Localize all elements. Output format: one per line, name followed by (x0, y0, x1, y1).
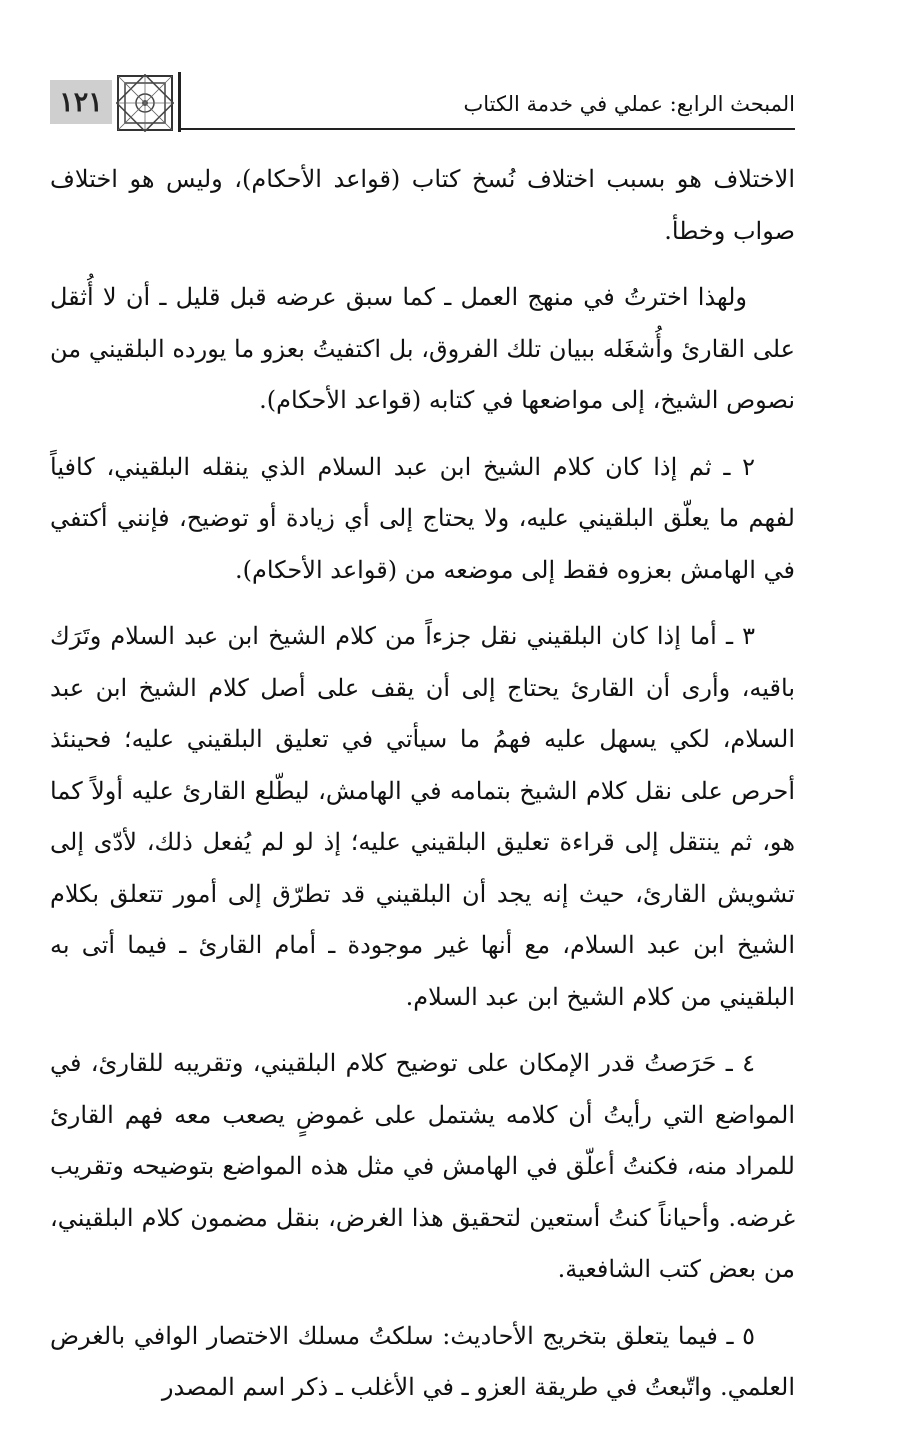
paragraph-continuation: الاختلاف هو بسبب اختلاف نُسخ كتاب (قواعد الأحكام)، وليس هو اختلاف صواب وخطأ. (50, 165, 795, 245)
paragraph: ولهذا اخترتُ في منهج العمل ـ كما سبق عرضه قبل قليل ـ أن لا أُثقل على القارئ وأُشغَله ببيان تلك الفروق، بل اكتفيتُ بعزو ما يورده البلقيني من نصوص الشيخ، إلى مواضعها في كتابه (قواعد الأحكام). (50, 283, 795, 414)
page-number: ١٢١ (50, 80, 112, 124)
geometric-star-ornament-icon (116, 74, 174, 132)
body-text (50, 154, 795, 1429)
chapter-title: المبحث الرابع: عملي في خدمة الكتاب (463, 92, 795, 116)
header-rule (181, 128, 795, 130)
numbered-item-5: ٥ ـ فيما يتعلق بتخريج الأحاديث: سلكتُ مسلك الاختصار الوافي بالغرض العلمي. واتّبعتُ في طريقة العزو ـ في الأغلب ـ ذكر اسم المصدر (50, 1321, 795, 1401)
numbered-item-2: ٢ ـ ثم إذا كان كلام الشيخ ابن عبد السلام الذي ينقله البلقيني، كافياً لفهم ما يعلّق البلقيني عليه، ولا يحتاج إلى أي زيادة أو توضيح، فإنني أكتفي في الهامش بعزوه فقط إلى موضعه من (قواعد الأحكام). (50, 452, 795, 584)
running-header (50, 72, 795, 132)
numbered-item-4: ٤ ـ حَرَصتُ قدر الإمكان على توضيح كلام البلقيني، وتقريبه للقارئ، في المواضع التي رأيتُ أن كلامه يشتمل على غموضٍ يصعب معه فهم القارئ للمراد منه، فكنتُ أعلّق في الهامش في مثل هذه المواضع بتوضيحه وتقريب غرضه. وأحياناً كنتُ أستعين لتحقيق هذا الغرض، بنقل مضمون كلام البلقيني، من بعض كتب الشافعية. (50, 1049, 795, 1283)
numbered-item-3: ٣ ـ أما إذا كان البلقيني نقل جزءاً من كلام الشيخ ابن عبد السلام وتَرَك باقيه، وأرى أن القارئ يحتاج إلى أن يقف على أصل كلام الشيخ ابن عبد السلام، لكي يسهل عليه فهمُ ما سيأتي في تعليق البلقيني عليه؛ فحينئذ أحرص على نقل كلام الشيخ بتمامه في الهامش، ليطّلع القارئ عليه أولاً كما هو، ثم ينتقل إلى قراءة تعليق البلقيني عليه؛ إذ لو لم يُفعل ذلك، لأدّى إلى تشويش القارئ، حيث إنه يجد أن البلقيني قد تطرّق إلى أمور تتعلق بكلام الشيخ ابن عبد السلام، مع أنها غير موجودة ـ أمام القارئ ـ فيما أتى به البلقيني من كلام الشيخ ابن عبد السلام. (50, 622, 795, 1011)
header-divider (178, 72, 181, 132)
